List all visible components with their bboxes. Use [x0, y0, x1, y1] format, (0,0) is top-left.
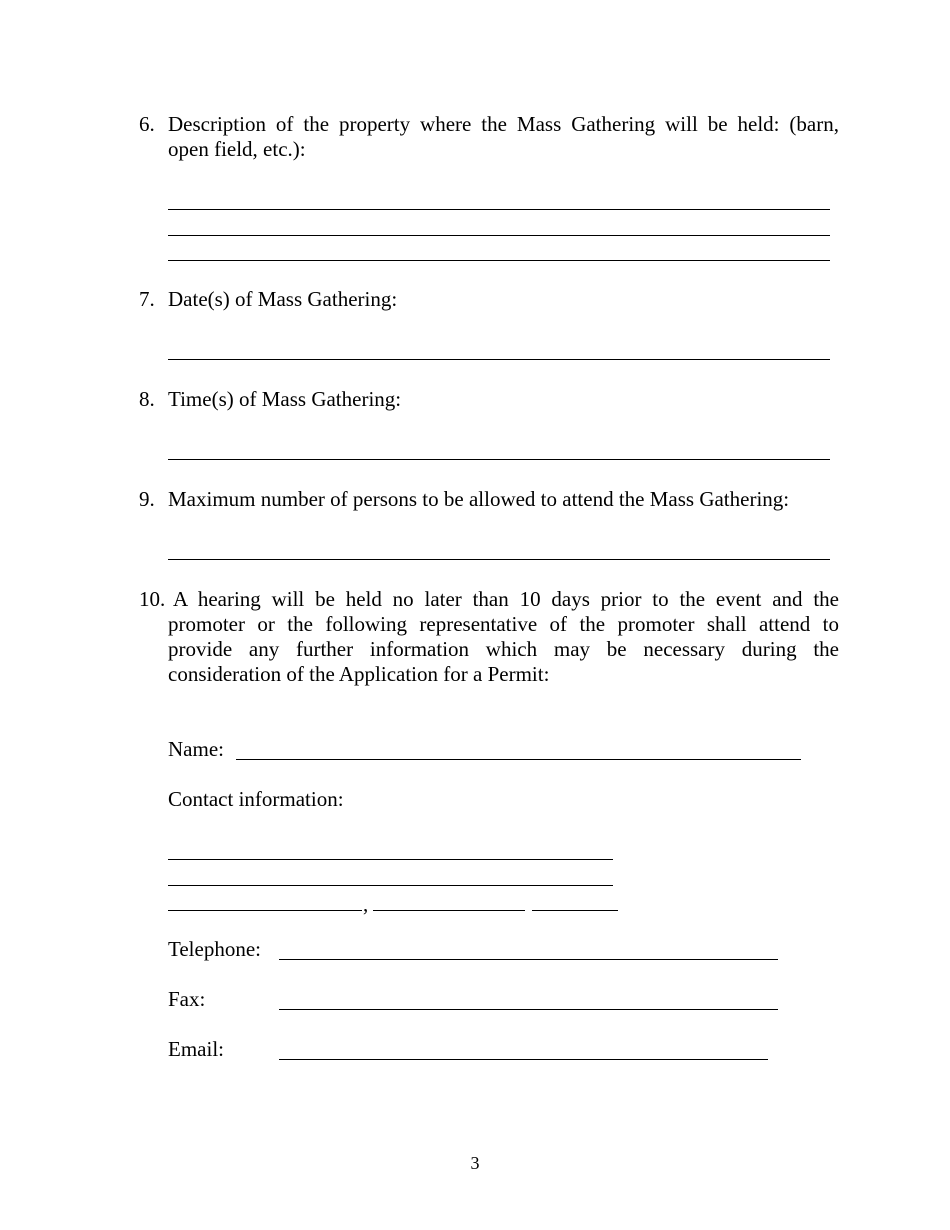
email-field-line[interactable]: [279, 1059, 768, 1060]
item-10-number: 10.: [139, 587, 166, 611]
city-state-comma: ,: [363, 892, 369, 916]
item-10-text-line-4: consideration of the Application for a Permit:: [168, 662, 550, 686]
item-10-text-line-3: provide any further information which may be necessary during the: [168, 637, 839, 661]
item-6-text-line-2: open field, etc.):: [168, 137, 306, 161]
telephone-field-line[interactable]: [279, 959, 778, 960]
email-label: Email:: [168, 1037, 224, 1061]
telephone-label: Telephone:: [168, 937, 261, 961]
item-8-answer-line[interactable]: [168, 459, 830, 460]
contact-information-label: Contact information:: [168, 787, 344, 811]
item-7-answer-line[interactable]: [168, 359, 830, 360]
contact-address-line-2[interactable]: [168, 885, 613, 886]
item-8-number: 8.: [139, 387, 155, 411]
item-6-text-line-1: Description of the property where the Mass Gathering will be held: (barn,: [168, 112, 839, 136]
item-6-answer-line-3[interactable]: [168, 260, 830, 261]
item-10-text-line-2: promoter or the following representative of the promoter shall attend to: [168, 612, 839, 636]
contact-city-line[interactable]: [168, 910, 362, 911]
item-9-answer-line[interactable]: [168, 559, 830, 560]
item-6-number: 6.: [139, 112, 155, 136]
name-field-line[interactable]: [236, 759, 801, 760]
item-6-answer-line-1[interactable]: [168, 209, 830, 210]
contact-state-line[interactable]: [373, 910, 525, 911]
item-9-text: Maximum number of persons to be allowed to attend the Mass Gathering:: [168, 487, 790, 511]
item-6-answer-line-2[interactable]: [168, 235, 830, 236]
contact-address-line-1[interactable]: [168, 859, 613, 860]
item-7-text: Date(s) of Mass Gathering:: [168, 287, 398, 311]
item-8-text: Time(s) of Mass Gathering:: [168, 387, 402, 411]
contact-zip-line[interactable]: [532, 910, 618, 911]
item-7-number: 7.: [139, 287, 155, 311]
item-10-text-line-1: A hearing will be held no later than 10 days prior to the event and the: [173, 587, 839, 611]
fax-label: Fax:: [168, 987, 206, 1011]
fax-field-line[interactable]: [279, 1009, 778, 1010]
item-9-number: 9.: [139, 487, 155, 511]
page-number: 3: [470, 1153, 480, 1173]
name-label: Name:: [168, 737, 224, 761]
